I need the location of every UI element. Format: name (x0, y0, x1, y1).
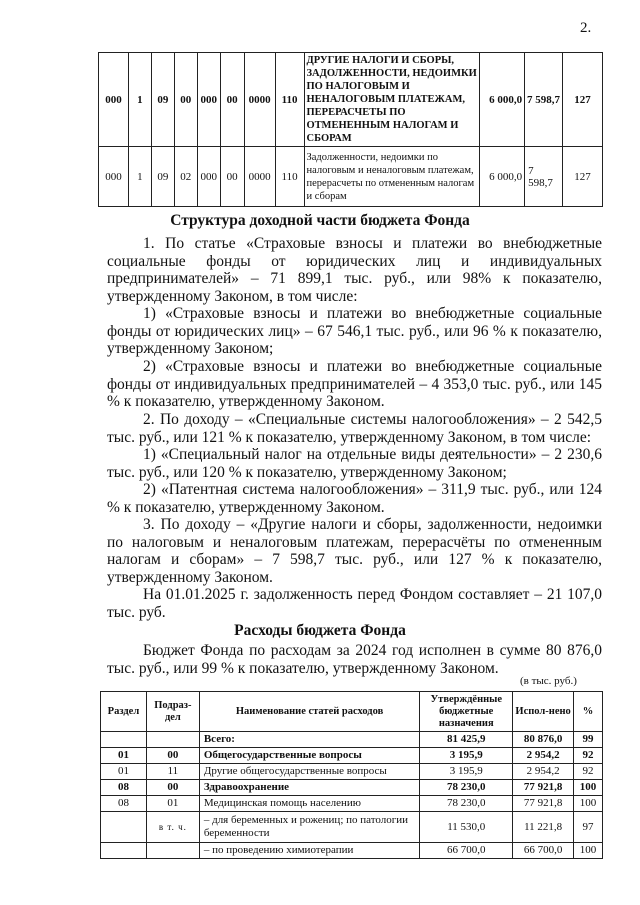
subsection-cell: 01 (146, 796, 199, 812)
paragraph-text: 1) «Специальный налог на отдельные виды деятельности» – 2 230,6 тыс. руб., или 120 % к показателю, утвержденному Законом; (107, 446, 602, 481)
percent-cell: 100 (574, 780, 603, 796)
percent-cell: 100 (574, 796, 603, 812)
paragraph-text: 1) «Страховые взносы и платежи во внебюджетные социальные фонды от юридических лиц» – 67 546,1 тыс. руб., или 96 % к показателю, утвержденному Законом; (107, 305, 602, 357)
name-cell: Другие общегосударственные вопросы (199, 764, 419, 780)
income-table (98, 52, 603, 207)
table-row (99, 147, 603, 207)
code-cell: 110 (275, 53, 304, 147)
code-cell: 0000 (244, 53, 275, 147)
approved-cell: 6 000,0 (480, 53, 525, 147)
income-paragraph (107, 481, 602, 516)
code-cell: 1 (128, 147, 151, 207)
page-number: 2. (580, 20, 592, 36)
table-row (101, 748, 603, 764)
paragraph-text: 2) «Патентная система налогообложения» – 311,9 тыс. руб., или 124 % к показателю, утвержденному Законом. (107, 481, 602, 516)
header-name: Наименование статей расходов (199, 692, 419, 732)
income-paragraph (107, 358, 602, 411)
name-cell: Общегосударственные вопросы (199, 748, 419, 764)
executed-cell: 7 598,7 (525, 147, 563, 207)
code-cell: 000 (197, 53, 220, 147)
approved-cell: 3 195,9 (420, 748, 513, 764)
section-cell (101, 732, 147, 748)
section-cell: 01 (101, 748, 147, 764)
paragraph-text: 3. По доходу – «Другие налоги и сборы, задолженности, недоимки по налоговым и неналоговым платежам, перерасчёты по отмененным налогам и сборам» – 7 598,7 тыс. руб., или 127 % к показателю, утвержденному Законом. (107, 516, 602, 586)
code-cell: 000 (197, 147, 220, 207)
percent-cell: 100 (574, 843, 603, 859)
table-row (101, 812, 603, 843)
income-paragraph (107, 446, 602, 481)
name-cell: ДРУГИЕ НАЛОГИ И СБОРЫ, ЗАДОЛЖЕННОСТИ, НЕДОИМКИ ПО НАЛОГОВЫМ И НЕНАЛОГОВЫМ ПЛАТЕЖАМ, ПЕРЕРАСЧЕТЫ ПО ОТМЕНЕННЫМ НАЛОГАМ И СБОРАМ (304, 53, 480, 147)
approved-cell: 66 700,0 (420, 843, 513, 859)
executed-cell: 77 921,8 (513, 780, 574, 796)
subsection-cell: 00 (146, 780, 199, 796)
table-row (101, 843, 603, 859)
income-structure-heading: Структура доходной части бюджета Фонда (170, 212, 470, 229)
percent-cell: 127 (563, 147, 603, 207)
paragraph-text: 2. По доходу – «Специальные системы налогообложения» – 2 542,5 тыс. руб., или 121 % к показателю, утвержденному Законом, в том числе: (107, 411, 602, 446)
paragraph-text: Бюджет Фонда по расходам за 2024 год исполнен в сумме 80 876,0 тыс. руб., или 99 % к показателю, утвержденному Законом. (107, 642, 602, 677)
section-cell: 08 (101, 780, 147, 796)
subsection-cell (146, 843, 199, 859)
executed-cell: 2 954,2 (513, 764, 574, 780)
header-percent: % (574, 692, 603, 732)
income-paragraph (107, 235, 602, 305)
table-row (99, 53, 603, 147)
approved-cell: 81 425,9 (420, 732, 513, 748)
executed-cell: 66 700,0 (513, 843, 574, 859)
approved-cell: 78 230,0 (420, 796, 513, 812)
paragraph-text: На 01.01.2025 г. задолженность перед Фондом составляет – 21 107,0 тыс. руб. (107, 586, 602, 621)
debt-paragraph (107, 586, 602, 621)
name-cell: Медицинская помощь населению (199, 796, 419, 812)
income-paragraph (107, 516, 602, 586)
subsection-cell (146, 732, 199, 748)
code-cell: 000 (99, 147, 129, 207)
percent-cell: 92 (574, 748, 603, 764)
table-row (101, 732, 603, 748)
header-executed: Испол-нено (513, 692, 574, 732)
subsection-cell: 11 (146, 764, 199, 780)
section-cell: 01 (101, 764, 147, 780)
approved-cell: 11 530,0 (420, 812, 513, 843)
table-header-row (101, 692, 603, 732)
percent-cell: 99 (574, 732, 603, 748)
paragraph-text: 2) «Страховые взносы и платежи во внебюджетные социальные фонды от индивидуальных предпринимателей – 4 353,0 тыс. руб., или 145 % к показателю, утвержденному Законом. (107, 358, 602, 410)
name-cell: Задолженности, недоимки по налоговым и неналоговым платежам, перерасчеты по отмененным налогам и сборам (304, 147, 480, 207)
code-cell: 00 (220, 53, 244, 147)
name-cell: Всего: (199, 732, 419, 748)
executed-cell: 11 221,8 (513, 812, 574, 843)
paragraph-text: 1. По статье «Страховые взносы и платежи во внебюджетные социальные фонды от юридических лиц и индивидуальных предпринимателей» – 71 899,1 тыс. руб., или 98% к показателю, утвержденному Законом, в том числе: (107, 235, 602, 305)
expenses-heading: Расходы бюджета Фонда (234, 622, 406, 639)
section-cell (101, 843, 147, 859)
header-approved: Утверждённые бюджетные назначения (420, 692, 513, 732)
name-cell: Здравоохранение (199, 780, 419, 796)
approved-cell: 3 195,9 (420, 764, 513, 780)
section-cell (101, 812, 147, 843)
table-row (101, 796, 603, 812)
table-row (101, 780, 603, 796)
code-cell: 09 (151, 53, 174, 147)
executed-cell: 7 598,7 (525, 53, 563, 147)
section-cell: 08 (101, 796, 147, 812)
code-cell: 09 (151, 147, 174, 207)
header-section: Раздел (101, 692, 147, 732)
executed-cell: 77 921,8 (513, 796, 574, 812)
code-cell: 000 (99, 53, 129, 147)
unit-note: (в тыс. руб.) (520, 675, 577, 687)
percent-cell: 97 (574, 812, 603, 843)
name-cell: – для беременных и рожениц; по патологии беременности (199, 812, 419, 843)
code-cell: 1 (128, 53, 151, 147)
header-subsection: Подраз-дел (146, 692, 199, 732)
code-cell: 00 (174, 53, 197, 147)
expenses-table (100, 691, 603, 859)
subsection-cell: 00 (146, 748, 199, 764)
code-cell: 02 (174, 147, 197, 207)
expenses-intro (107, 642, 602, 677)
income-paragraph (107, 411, 602, 446)
executed-cell: 80 876,0 (513, 732, 574, 748)
approved-cell: 78 230,0 (420, 780, 513, 796)
income-paragraph (107, 305, 602, 358)
percent-cell: 92 (574, 764, 603, 780)
subsection-cell: в т. ч. (146, 812, 199, 843)
approved-cell: 6 000,0 (480, 147, 525, 207)
name-cell: – по проведению химиотерапии (199, 843, 419, 859)
code-cell: 0000 (244, 147, 275, 207)
table-row (101, 764, 603, 780)
executed-cell: 2 954,2 (513, 748, 574, 764)
percent-cell: 127 (563, 53, 603, 147)
code-cell: 00 (220, 147, 244, 207)
code-cell: 110 (275, 147, 304, 207)
